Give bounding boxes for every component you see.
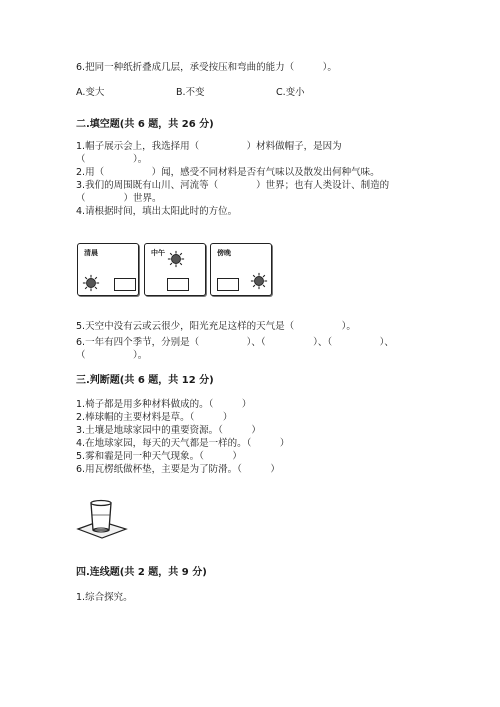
section-3-heading: 三.判断题(共 6 题，共 12 分) bbox=[76, 375, 214, 386]
panel-evening-label: 傍晚 bbox=[217, 249, 231, 257]
panel-morning bbox=[77, 243, 139, 296]
option-c: C.变小 bbox=[276, 87, 305, 98]
fill-q3-line1: 3.我们的周围既有山川、河流等（ ）世界；也有人类设计、制造的 bbox=[76, 180, 390, 191]
section-2-heading: 二.填空题(共 6 题，共 26 分) bbox=[76, 119, 214, 130]
fill-q2: 2.用（ ）闻，感受不同材料是否有气味以及散发出何种气味。 bbox=[76, 167, 380, 178]
judge-q3: 3.土壤是地球家园中的重要资源。（ ） bbox=[76, 425, 261, 436]
answer-box-morning[interactable] bbox=[114, 278, 136, 291]
panel-morning-label: 清晨 bbox=[84, 249, 98, 257]
judge-q1: 1.椅子都是用多种材料做成的。（ ） bbox=[76, 399, 252, 410]
judge-q5: 5.雾和霾是同一种天气现象。（ ） bbox=[76, 451, 242, 462]
answer-box-evening[interactable] bbox=[217, 278, 239, 291]
fill-q5: 5.天空中没有云或云很少，阳光充足这样的天气是（ ）。 bbox=[76, 321, 356, 332]
judge-q6: 6.用瓦楞纸做杯垫，主要是为了防滑。（ ） bbox=[76, 464, 280, 475]
fill-q4: 4.请根据时间，填出太阳此时的方位。 bbox=[76, 206, 238, 217]
judge-q2: 2.棒球帽的主要材料是草。（ ） bbox=[76, 412, 233, 423]
cup-on-coaster-image bbox=[74, 497, 130, 539]
sun-icon bbox=[167, 250, 185, 268]
panel-noon bbox=[144, 243, 206, 296]
panel-evening bbox=[210, 243, 272, 296]
fill-q6-line1: 6.一年有四个季节，分别是（ ）、（ ）、（ ）、 bbox=[76, 337, 394, 348]
judge-q4: 4.在地球家园，每天的天气都是一样的。（ ） bbox=[76, 438, 290, 449]
fill-q1-line2: （ ）。 bbox=[76, 154, 148, 165]
sun-icon bbox=[250, 272, 268, 290]
option-a: A.变大 bbox=[76, 87, 105, 98]
question-6-text: 6.把同一种纸折叠成几层，承受按压和弯曲的能力（ ）。 bbox=[76, 62, 337, 73]
fill-q3-line2: （ ）世界。 bbox=[76, 193, 162, 204]
section-4-heading: 四.连线题(共 2 题，共 9 分) bbox=[76, 567, 207, 578]
panel-noon-label: 中午 bbox=[151, 249, 165, 257]
option-b: B.不变 bbox=[176, 87, 205, 98]
match-q1: 1.综合探究。 bbox=[76, 592, 133, 603]
fill-q1-line1: 1.帽子展示会上，我选择用（ ）材料做帽子，是因为 bbox=[76, 141, 342, 152]
fill-q6-line2: （ ）。 bbox=[76, 350, 148, 361]
answer-box-noon[interactable] bbox=[167, 278, 189, 291]
sun-icon bbox=[82, 274, 100, 292]
